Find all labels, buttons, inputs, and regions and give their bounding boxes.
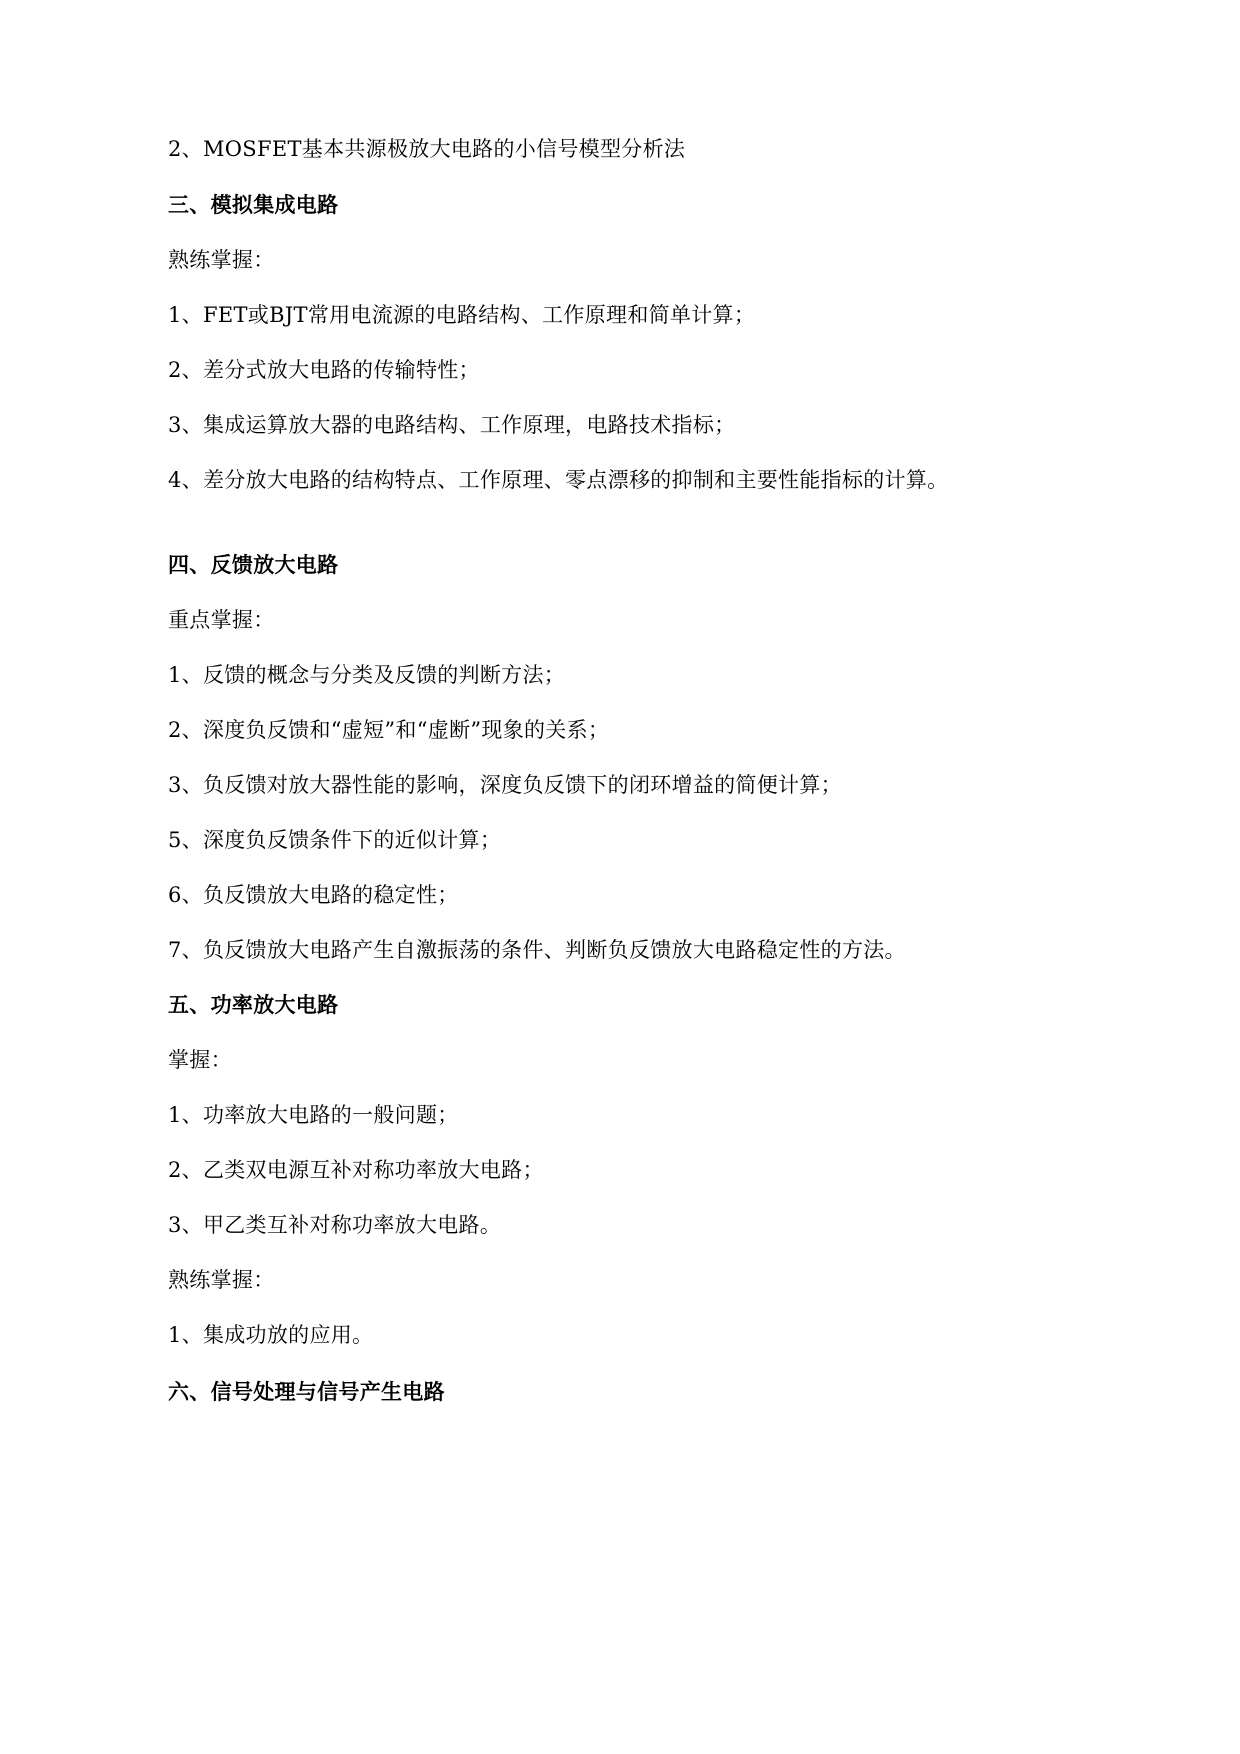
list-item: 2、差分式放大电路的传输特性； bbox=[168, 358, 480, 382]
list-item: 7、负反馈放大电路产生自激振荡的条件、判断负反馈放大电路稳定性的方法。 bbox=[168, 938, 906, 962]
section-heading-signal-processing: 六、信号处理与信号产生电路 bbox=[168, 1380, 445, 1404]
list-item: 2、乙类双电源互补对称功率放大电路； bbox=[168, 1158, 544, 1182]
group-label: 掌握： bbox=[168, 1048, 232, 1072]
list-item: 1、功率放大电路的一般问题； bbox=[168, 1103, 459, 1127]
list-item: 1、集成功放的应用。 bbox=[168, 1323, 374, 1347]
group-label: 熟练掌握： bbox=[168, 248, 275, 272]
section-heading-feedback-amp: 四、反馈放大电路 bbox=[168, 553, 339, 577]
list-item: 1、FET或BJT常用电流源的电路结构、工作原理和简单计算； bbox=[168, 303, 756, 327]
list-item: 3、集成运算放大器的电路结构、工作原理，电路技术指标； bbox=[168, 413, 736, 437]
section-heading-analog-ic: 三、模拟集成电路 bbox=[168, 193, 339, 217]
list-item: 2、MOSFET基本共源极放大电路的小信号模型分析法 bbox=[168, 137, 686, 161]
list-item: 3、负反馈对放大器性能的影响，深度负反馈下的闭环增益的简便计算； bbox=[168, 773, 842, 797]
group-label: 熟练掌握： bbox=[168, 1268, 275, 1292]
group-label: 重点掌握： bbox=[168, 608, 275, 632]
list-item: 6、负反馈放大电路的稳定性； bbox=[168, 883, 459, 907]
list-item: 5、深度负反馈条件下的近似计算； bbox=[168, 828, 502, 852]
list-item: 2、深度负反馈和“虚短”和“虚断”现象的关系； bbox=[168, 718, 610, 742]
list-item: 1、反馈的概念与分类及反馈的判断方法； bbox=[168, 663, 566, 687]
list-item: 3、甲乙类互补对称功率放大电路。 bbox=[168, 1213, 502, 1237]
list-item: 4、差分放大电路的结构特点、工作原理、零点漂移的抑制和主要性能指标的计算。 bbox=[168, 468, 949, 492]
section-heading-power-amp: 五、功率放大电路 bbox=[168, 993, 339, 1017]
